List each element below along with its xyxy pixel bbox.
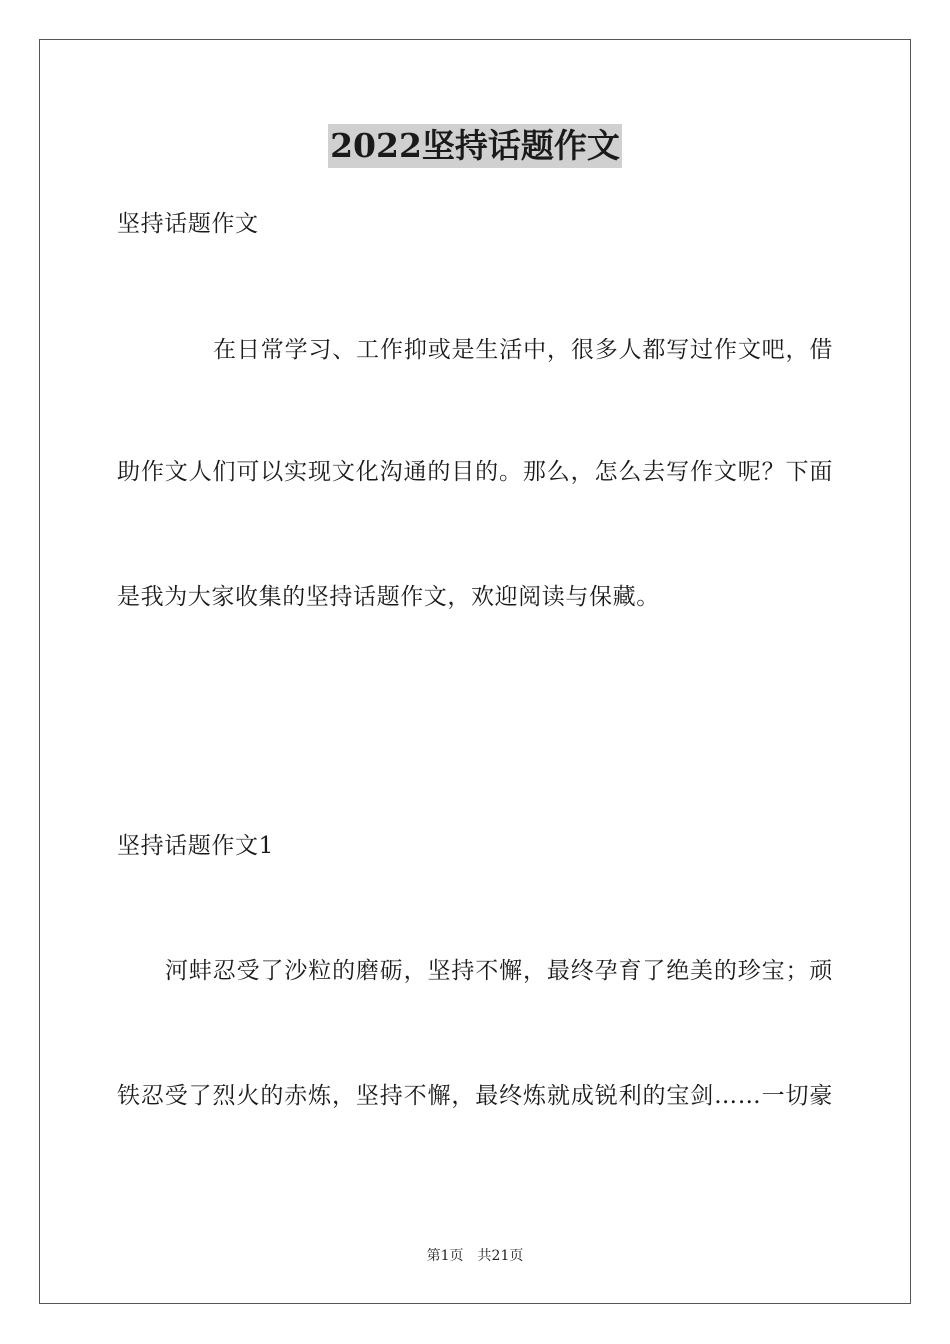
page-footer: 第1页 共21页 [426, 1248, 524, 1264]
section-heading: 坚持话题作文1 [117, 833, 274, 859]
intro-line-3: 是我为大家收集的坚持话题作文，欢迎阅读与保藏。 [117, 584, 660, 610]
intro-line-1: 在日常学习、工作抑或是生活中，很多人都写过作文吧，借 [213, 337, 833, 363]
section-line-1: 河蚌忍受了沙粒的磨砺，坚持不懈，最终孕育了绝美的珍宝；顽 [165, 958, 833, 984]
intro-line-2: 助作文人们可以实现文化沟通的目的。那么，怎么去写作文呢？下面 [117, 459, 833, 485]
document-title: 2022坚持话题作文 [328, 124, 622, 168]
title-container [0, 124, 950, 168]
document-subtitle: 坚持话题作文 [117, 211, 259, 237]
section-line-2: 铁忍受了烈火的赤炼，坚持不懈，最终炼就成锐利的宝剑……一切豪 [117, 1083, 833, 1109]
